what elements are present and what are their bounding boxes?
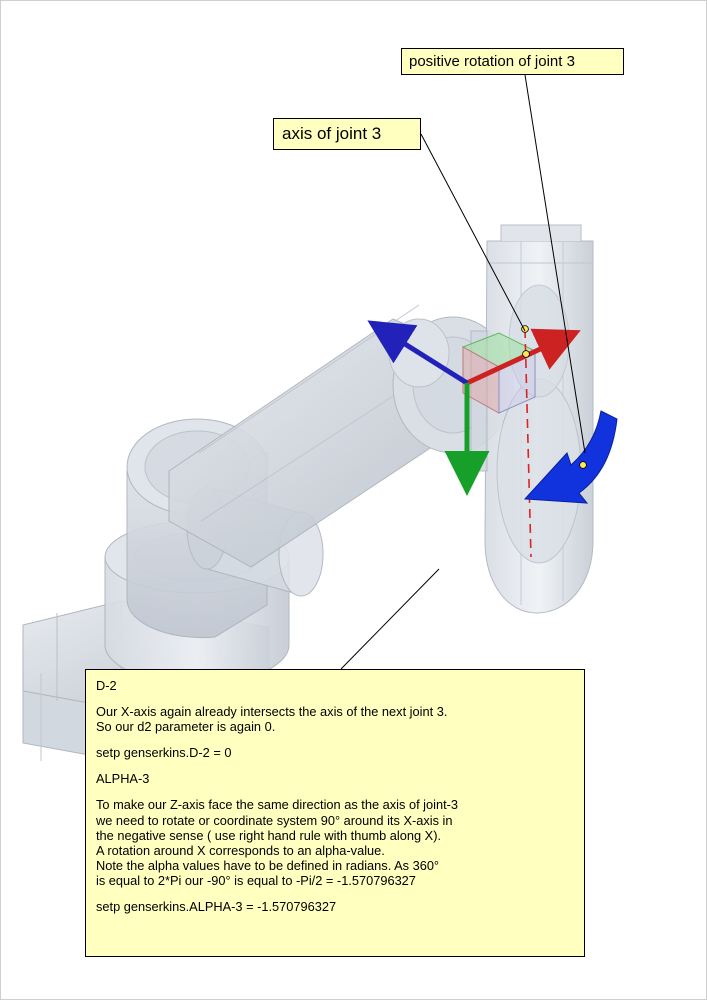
note-para2-line6: is equal to 2*Pi our -90° is equal to -Pi/2 = -1.570796327 [96,872,416,888]
note-para2-line4: A rotation around X corresponds to an alpha-value. [96,842,385,858]
spacer [96,760,574,771]
note-para2-line5: Note the alpha values have to be defined in radians. As 360° [96,857,440,873]
callout-positive-rotation: positive rotation of joint 3 [401,48,624,75]
callout-axis-of-joint: axis of joint 3 [273,118,421,150]
note-para2-line1: To make our Z-axis face the same direction as the axis of joint-3 [96,797,459,813]
note-para2-line2: we need to rotate or coordinate system 90° around its X-axis in [96,812,453,828]
robot-wrist-column [485,225,593,613]
leader-note-box [341,569,439,669]
note-title: D-2 [96,678,117,693]
robot-upper-arm [169,305,513,567]
note-para1-line1: Our X-axis again already intersects the axis of the next joint 3. [96,704,448,720]
note-para1-line2: So our d2 parameter is again 0. [96,719,276,735]
note-setp-d2: setp genserkins.D-2 = 0 [96,745,232,761]
spacer [96,888,574,899]
note-para2-line3: the negative sense ( use right hand rule with thumb along X). [96,827,442,843]
spacer [96,693,574,704]
note-section2-title: ALPHA-3 [96,771,150,787]
note-setp-alpha3: setp genserkins.ALPHA-3 = -1.570796327 [96,899,337,915]
note-box [85,669,585,957]
spacer [96,786,574,797]
spacer [96,734,574,745]
